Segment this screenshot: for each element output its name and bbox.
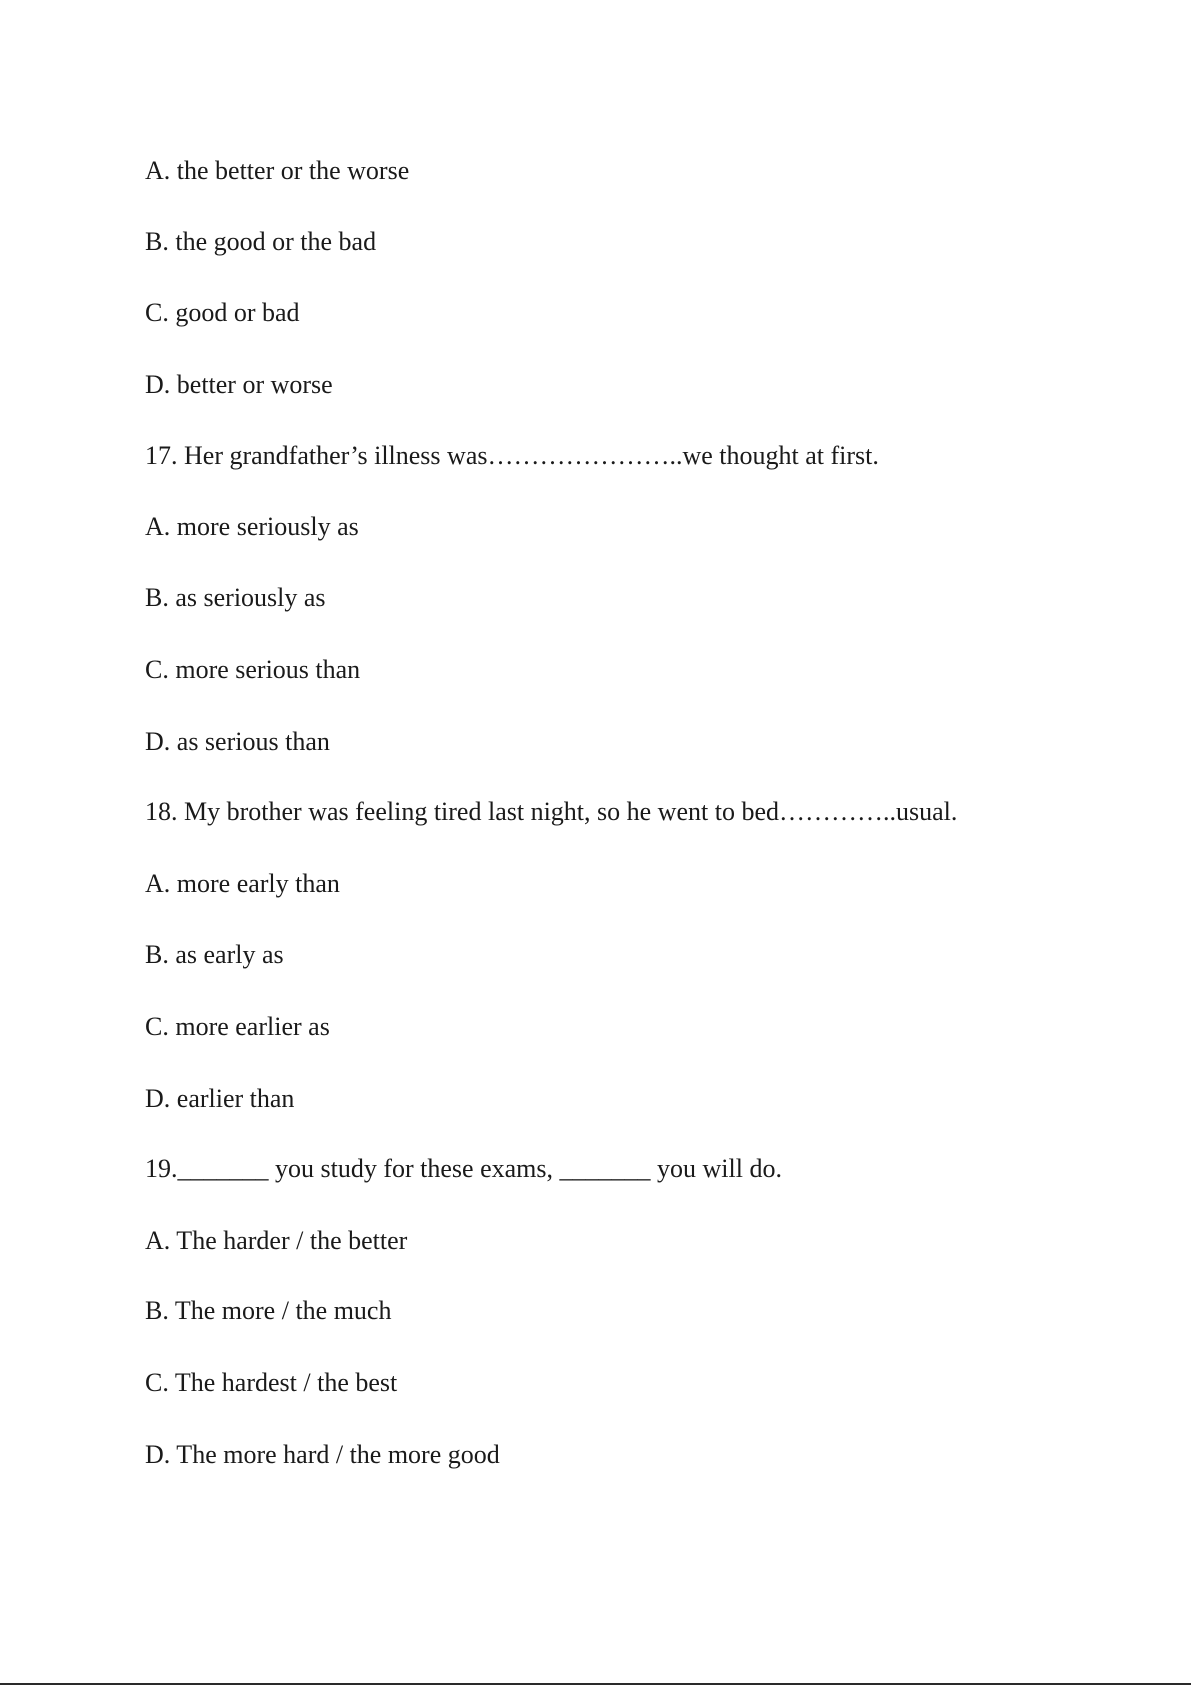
q16-option-d: D. better or worse (145, 370, 333, 399)
question-18: 18. My brother was feeling tired last night, so he went to bed…………..usual. (145, 797, 958, 826)
q19-option-c: C. The hardest / the best (145, 1368, 398, 1397)
q19-option-a: A. The harder / the better (145, 1226, 408, 1255)
q17-option-b: B. as seriously as (145, 583, 326, 612)
question-19: 19._______ you study for these exams, _______ you will do. (145, 1154, 782, 1183)
q19-option-d: D. The more hard / the more good (145, 1440, 500, 1469)
q16-option-c: C. good or bad (145, 298, 300, 327)
q17-option-a: A. more seriously as (145, 512, 359, 541)
q18-option-c: C. more earlier as (145, 1012, 330, 1041)
q16-option-a: A. the better or the worse (145, 156, 410, 185)
q18-option-d: D. earlier than (145, 1084, 295, 1113)
q17-option-c: C. more serious than (145, 655, 361, 684)
q17-option-d: D. as serious than (145, 727, 330, 756)
q19-option-b: B. The more / the much (145, 1296, 392, 1325)
q18-option-a: A. more early than (145, 869, 340, 898)
question-17: 17. Her grandfather’s illness was…………………..we thought at first. (145, 441, 879, 470)
q16-option-b: B. the good or the bad (145, 227, 377, 256)
q18-option-b: B. as early as (145, 940, 284, 969)
